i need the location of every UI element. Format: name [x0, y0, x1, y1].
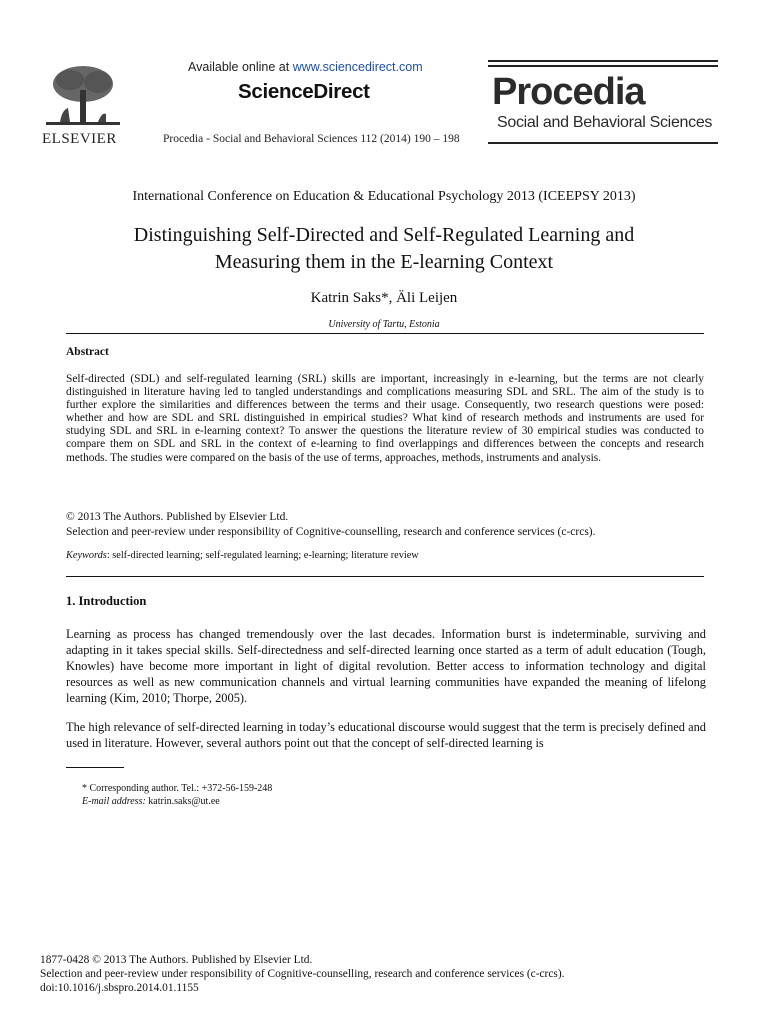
- corresponding-author: * Corresponding author. Tel.: +372-56-159-248: [82, 783, 273, 794]
- keywords-label: Keywords: [66, 550, 107, 561]
- intro-paragraph-1: Learning as process has changed tremendously over the last decades. Information burst is indeterminable, surviving and adapting in it takes special skills. Self-directedness and self-directed learning once started as a term of adult education (Tough, Knowles) have become more important in light of digital revolution. Better access to information technology and digital resources as well as new communication channels and virtual learning communities have expanded the meaning of lifelong learning (Kim, 2010; Thorpe, 2005).: [66, 627, 706, 705]
- affiliation: University of Tartu, Estonia: [328, 319, 440, 330]
- journal-citation: Procedia - Social and Behavioral Sciences 112 (2014) 190 – 198: [163, 133, 460, 145]
- paper-title-line-1: Distinguishing Self-Directed and Self-Regulated Learning and: [133, 224, 635, 246]
- paper-title-line-2: Measuring them in the E-learning Context: [214, 251, 554, 273]
- email-label: E-mail address:: [82, 796, 146, 807]
- abstract-heading: Abstract: [66, 346, 109, 358]
- footnote: [82, 782, 272, 808]
- section-heading-introduction: 1. Introduction: [66, 594, 147, 608]
- copyright-line-2: Selection and peer-review under responsibility of Cognitive-counselling, research and conference services (c-crcs).: [66, 526, 596, 538]
- copyright-line-1: © 2013 The Authors. Published by Elsevier Ltd.: [66, 511, 289, 523]
- sciencedirect-link[interactable]: www.sciencedirect.com: [292, 60, 423, 74]
- copyright-block: [66, 510, 596, 540]
- intro-paragraph-2: The high relevance of self-directed learning in today’s educational discourse would suggest that the term is precisely defined and used in literature. However, several authors point out that the concept of self-directed learning is: [66, 720, 706, 750]
- conference-name: International Conference on Education & Educational Psychology 2013 (ICEEPSY 2013): [132, 189, 636, 204]
- footer-line-2: Selection and peer-review under responsibility of Cognitive-counselling, research and conference services (c-crcs).: [40, 968, 565, 980]
- keywords: [66, 550, 419, 561]
- divider-top: [66, 333, 704, 334]
- available-prefix: Available online at: [188, 60, 293, 74]
- procedia-title: Procedia: [492, 71, 645, 113]
- elsevier-wordmark: ELSEVIER: [42, 131, 117, 147]
- footnote-rule: [66, 767, 124, 768]
- email-address[interactable]: katrin.saks@ut.ee: [145, 796, 220, 807]
- sciencedirect-brand: ScienceDirect: [238, 80, 370, 103]
- keywords-text: : self-directed learning; self-regulated learning; e-learning; literature review: [106, 550, 419, 561]
- footer-doi[interactable]: doi:10.1016/j.sbspro.2014.01.1155: [40, 982, 199, 994]
- available-online-line: [188, 60, 423, 74]
- procedia-subtitle: Social and Behavioral Sciences: [497, 114, 713, 131]
- authors: Katrin Saks*, Äli Leijen: [310, 290, 458, 306]
- email-line: [82, 795, 272, 808]
- paper-title: [60, 222, 708, 276]
- page-footer: [40, 953, 564, 995]
- footer-line-1: 1877-0428 © 2013 The Authors. Published by Elsevier Ltd.: [40, 954, 313, 966]
- divider-bottom: [66, 576, 704, 577]
- abstract-text: Self-directed (SDL) and self-regulated learning (SRL) skills are important, increasingly in e-learning, but the terms are not clearly distinguished in literature having led to tangled understandings and complications measuring SDL and SRL. The aim of the study is to further explore the similarities and differences between the terms and their usage. Consequently, two research questions were posed: whether and how are SDL and SRL distinguished in empirical studies? What kind of research methods and instruments are used for studying SDL and SRL in e-learning context? To answer the questions the literature review of 30 empirical studies was conducted to compare them on SDL and SRL in the context of e-learning to find overlappings and differences between the concepts and research methods. The studies were compared on the basis of the use of terms, approaches, methods, instruments and analysis.: [66, 373, 704, 464]
